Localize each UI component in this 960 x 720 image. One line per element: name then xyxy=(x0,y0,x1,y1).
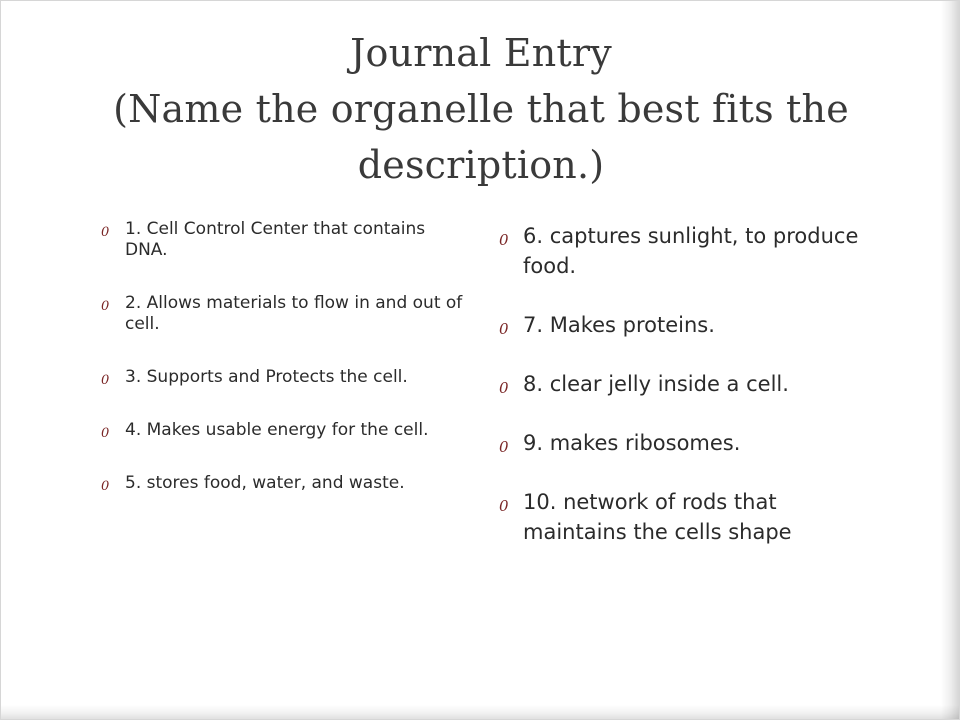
list-item xyxy=(101,420,471,441)
list-item-text: 1. Cell Control Center that contains DNA. xyxy=(125,219,426,260)
bullet-marker: 0 xyxy=(499,438,509,456)
bullet-marker: 0 xyxy=(499,497,509,515)
list-item xyxy=(101,219,471,261)
list-item xyxy=(499,221,859,281)
bullet-marker: 0 xyxy=(499,231,509,249)
bullet-marker: 0 xyxy=(499,320,509,338)
right-bullet-list xyxy=(499,221,859,576)
list-item-text: 2. Allows materials to flow in and out of cell. xyxy=(125,293,463,334)
bullet-marker: 0 xyxy=(101,479,110,494)
list-item-text: 4. Makes usable energy for the cell. xyxy=(125,420,429,440)
list-item-text: 5. stores food, water, and waste. xyxy=(125,473,405,493)
list-item-text: 8. clear jelly inside a cell. xyxy=(523,372,789,396)
list-item xyxy=(101,293,471,335)
title-line-3: description.) xyxy=(357,143,605,187)
title-line-2: (Name the organelle that best fits the xyxy=(113,87,849,131)
list-item-text: 3. Supports and Protects the cell. xyxy=(125,367,408,387)
bullet-marker: 0 xyxy=(101,225,110,240)
left-bullet-list xyxy=(101,219,471,526)
list-item xyxy=(499,310,859,340)
list-item xyxy=(499,369,859,399)
list-item-text: 6. captures sunlight, to produce food. xyxy=(523,224,859,278)
list-item xyxy=(499,428,859,458)
bullet-marker: 0 xyxy=(499,379,509,397)
bullet-marker: 0 xyxy=(101,426,110,441)
list-item xyxy=(101,473,471,494)
list-item-text: 10. network of rods that maintains the cells shape xyxy=(523,490,792,544)
list-item-text: 9. makes ribosomes. xyxy=(523,431,741,455)
bullet-marker: 0 xyxy=(101,373,110,388)
title-line-1: Journal Entry xyxy=(350,31,612,75)
bullet-marker: 0 xyxy=(101,299,110,314)
list-item xyxy=(101,367,471,388)
page-edge-shadow-right xyxy=(941,1,959,719)
list-item xyxy=(499,487,859,547)
page-edge-shadow-bottom xyxy=(1,705,959,719)
slide-title xyxy=(61,25,901,193)
list-item-text: 7. Makes proteins. xyxy=(523,313,715,337)
